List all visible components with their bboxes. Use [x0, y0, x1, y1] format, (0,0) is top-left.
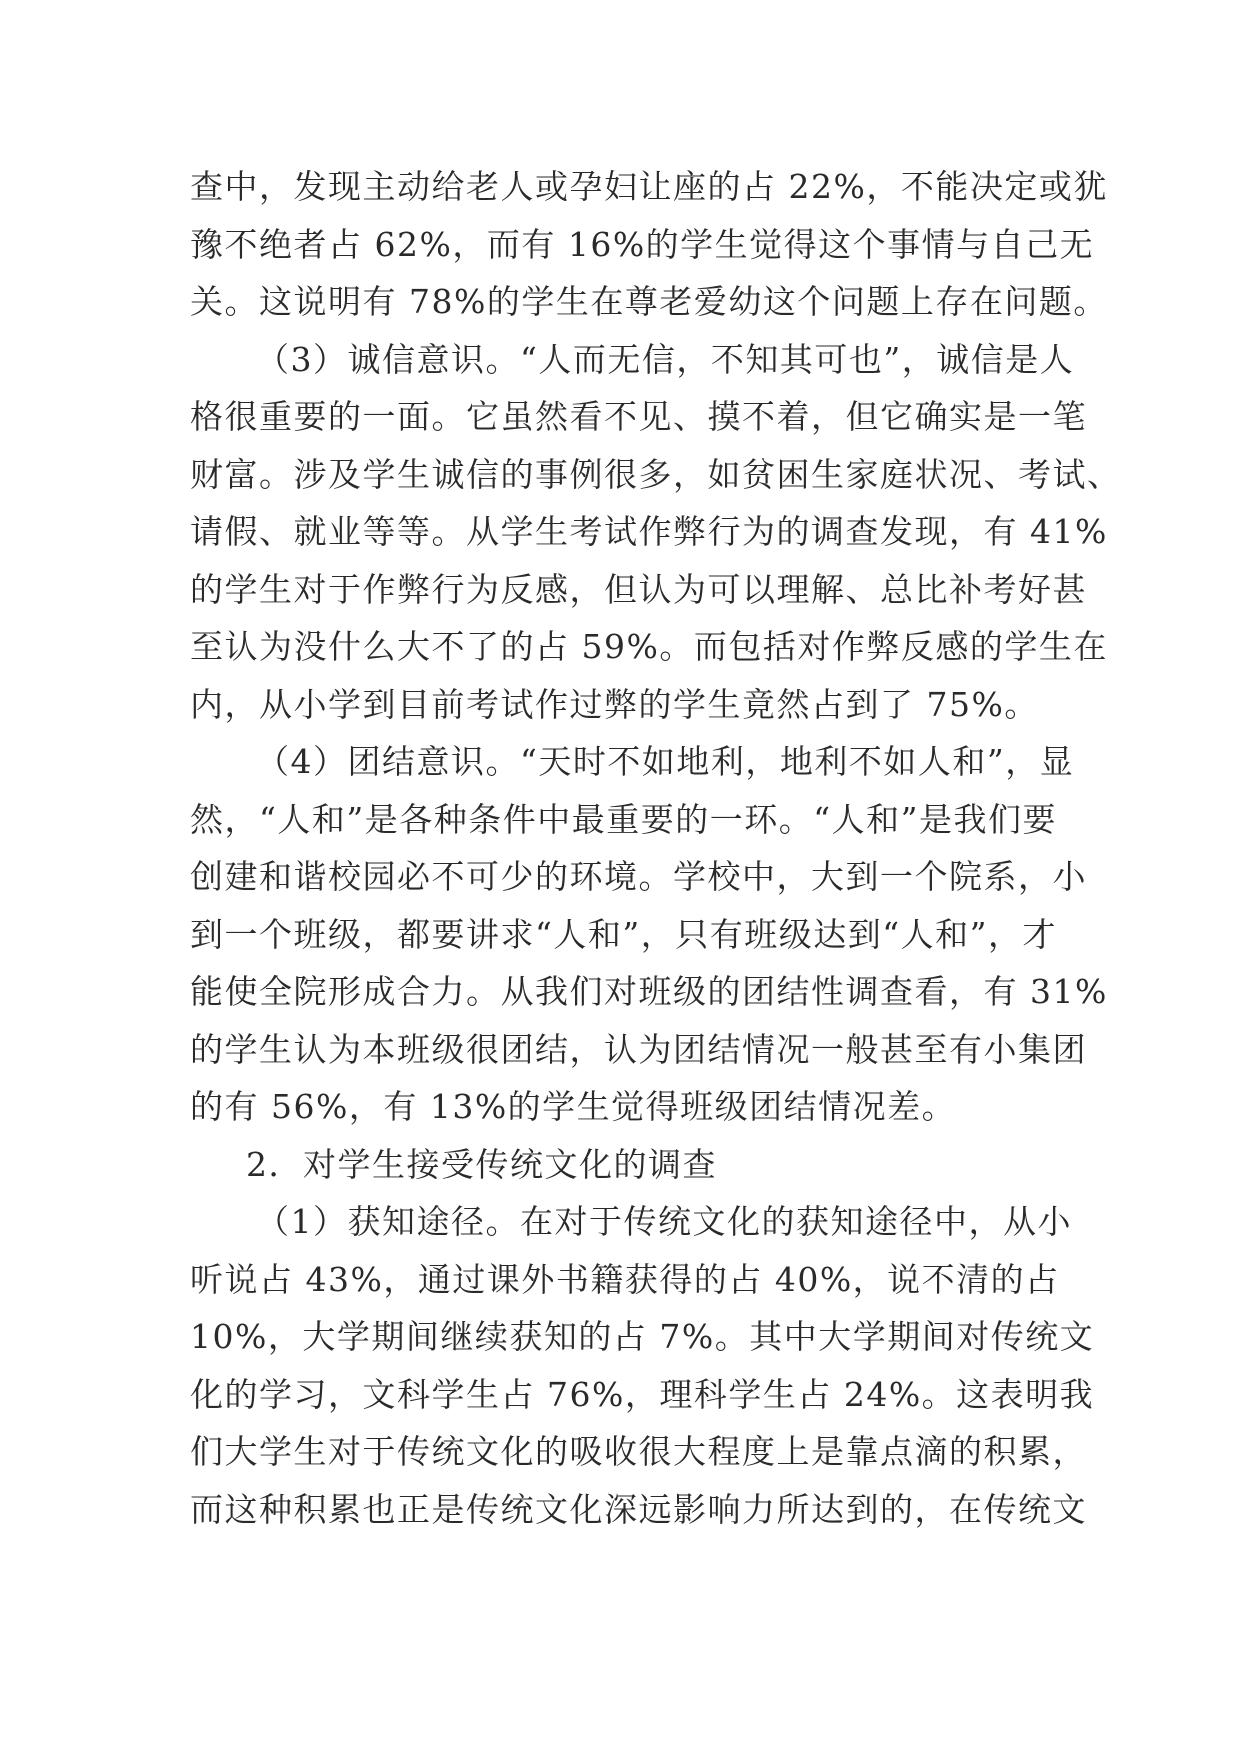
text-line: 查中，发现主动给老人或孕妇让座的占 22%，不能决定或犹 — [190, 167, 1108, 206]
text-line: 请假、就业等等。从学生考试作弊行为的调查发现，有 41% — [190, 512, 1108, 551]
text-line: 关。这说明有 78%的学生在尊老爱幼这个问题上存在问题。 — [190, 282, 1108, 321]
text-line: 然，“人和”是各种条件中最重要的一环。“人和”是我们要 — [190, 799, 1057, 839]
text-line: 听说占 43%，通过课外书籍获得的占 40%，说不清的占 — [190, 1259, 1060, 1299]
paragraph-start-line: （3）诚信意识。“人而无信，不知其可也”，诚信是人 — [256, 339, 1075, 379]
text-line: 们大学生对于传统文化的吸收很大程度上是靠点滴的积累， — [190, 1432, 1087, 1471]
text-line: 到一个班级，都要讲求“人和”，只有班级达到“人和”，才 — [190, 914, 1057, 954]
text-line: 格很重要的一面。它虽然看不见、摸不着，但它确实是一笔 — [190, 397, 1087, 436]
text-line: 而这种积累也正是传统文化深远影响力所达到的，在传统文 — [190, 1489, 1087, 1529]
text-line: 豫不绝者占 62%，而有 16%的学生觉得这个事情与自己无 — [190, 224, 1095, 264]
text-line: 财富。涉及学生诚信的事例很多，如贫困生家庭状况、考试、 — [190, 454, 1122, 494]
text-line: 创建和谐校园必不可少的环境。学校中，大到一个院系，小 — [190, 857, 1087, 896]
text-line: 内，从小学到目前考试作过弊的学生竟然占到了 75%。 — [190, 684, 1039, 724]
paragraph-start-line: （4）团结意识。“天时不如地利，地利不如人和”，显 — [256, 742, 1075, 781]
text-line: 能使全院形成合力。从我们对班级的团结性调查看，有 31% — [190, 972, 1108, 1011]
text-line: 的有 56%，有 13%的学生觉得班级团结情况差。 — [190, 1087, 957, 1126]
text-line: 的学生认为本班级很团结，认为团结情况一般甚至有小集团 — [190, 1029, 1087, 1069]
body-text — [190, 158, 1122, 1538]
paragraph-start-line: （1）获知途径。在对于传统文化的获知途径中，从小 — [256, 1202, 1072, 1241]
text-line: 10%，大学期间继续获知的占 7%。其中大学期间对传统文 — [190, 1317, 1095, 1356]
text-line: 的学生对于作弊行为反感，但认为可以理解、总比补考好甚 — [190, 569, 1087, 609]
text-line: 化的学习，文科学生占 76%，理科学生占 24%。这表明我 — [190, 1374, 1095, 1414]
text-line: 至认为没什么大不了的占 59%。而包括对作弊反感的学生在 — [190, 627, 1108, 666]
section-heading: 2．对学生接受传统文化的调查 — [246, 1144, 717, 1184]
